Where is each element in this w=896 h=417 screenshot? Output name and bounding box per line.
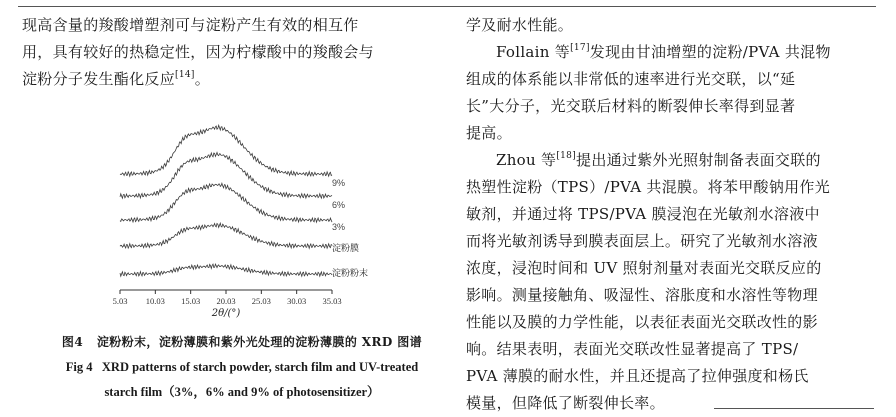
p1-line-1: 发现由甘油增塑的淀粉/PVA 共混物 [589, 43, 831, 61]
p2-line-8: 响。结果表明，表面光交联改性显著提高了 TPS/ [466, 340, 799, 358]
p1-line-3: 长”大分子，光交联后材料的断裂伸长率得到显著 [466, 97, 796, 115]
caption-en-line-2: starch film（3%，6% and 9% of photosensitizer） [104, 385, 380, 399]
x-tick-label: 5.03 [112, 296, 128, 306]
curve-label-starch-powder: 淀粉粉末 [332, 269, 369, 279]
p2-line-5: 浓度，浸泡时间和 UV 照射剂量对表面光交联反应的 [466, 259, 822, 277]
p2-author: Zhou 等 [496, 151, 557, 169]
x-axis-ticks [113, 290, 342, 306]
p2-line-6: 影响。测量接触角、吸湿性、溶胀度和水溶性等物理 [466, 286, 818, 304]
bottom-rule [714, 408, 874, 409]
p2-line-1: 提出通过紫外光照射制备表面交联的 [576, 151, 821, 169]
top-rule [18, 6, 876, 7]
xrd-curve-starch-film [120, 223, 332, 248]
xrd-curve-6pct [120, 153, 332, 199]
left-line-2: 用，具有较好的热稳定性，因为柠檬酸中的羧酸会与 [22, 43, 374, 61]
xrd-curves [120, 125, 332, 276]
p1-author: Follain 等 [496, 43, 571, 61]
p1-line-2: 组成的体系能以非常低的速率进行光交联，以“延 [466, 70, 796, 88]
xrd-curve-3pct [120, 183, 332, 222]
caption-zh-text: 淀粉粉末，淀粉薄膜和紫外光处理的淀粉薄膜的 XRD 图谱 [96, 335, 423, 349]
citation-17[interactable]: [17] [570, 43, 590, 53]
x-tick-label: 10.03 [145, 296, 165, 306]
xrd-plot [100, 104, 370, 322]
xrd-figure [100, 104, 370, 322]
caption-en-number: Fig 4 [65, 360, 93, 374]
x-axis-label: 2θ/(°) [211, 308, 241, 319]
caption-zh-number: 图4 [61, 335, 84, 349]
p2-line-4: 而将光敏剂诱导到膜表面层上。研究了光敏剂水溶液 [466, 232, 818, 250]
p2-line-7: 性能以及膜的力学性能，以表征表面光交联改性的影 [466, 313, 818, 331]
p2-line-9: PVA 薄膜的耐水性，并且还提高了拉伸强度和杨氏 [466, 367, 809, 385]
x-tick-label: 30.03 [287, 296, 307, 306]
xrd-curve-9pct [120, 125, 332, 176]
p2-line-10: 模量，但降低了断裂伸长率。 [466, 394, 665, 412]
figure-caption [22, 330, 462, 405]
citation-14[interactable]: [14] [175, 70, 195, 80]
caption-en-text-1: XRD patterns of starch powder, starch film and UV-treated [101, 360, 419, 374]
left-line-1: 现高含量的羧酸增塑剂可与淀粉产生有效的相互作 [22, 16, 359, 34]
x-tick-label: 20.03 [216, 296, 236, 306]
caption-en-line-1 [22, 355, 462, 380]
curve-label-3pct: 3% [332, 222, 346, 232]
caption-zh-line [22, 330, 462, 355]
right-paragraph-1 [466, 39, 876, 147]
left-column [22, 12, 442, 93]
citation-18[interactable]: [18] [556, 151, 577, 161]
left-paragraph [22, 12, 442, 93]
x-tick-label: 35.03 [322, 296, 342, 306]
curve-label-starch-film: 淀粉膜 [332, 244, 360, 254]
curve-label-9pct: 9% [332, 178, 346, 188]
p2-line-3: 敏剂，并通过将 TPS/PVA 膜浸泡在光敏剂水溶液中 [466, 205, 820, 223]
xrd-curve-starch-powder [120, 264, 332, 276]
curve-labels [332, 178, 368, 279]
right-paragraph-2 [466, 147, 876, 417]
curve-label-6pct: 6% [332, 200, 346, 210]
left-line-3-end: 。 [194, 70, 211, 88]
right-paragraph-0: 学及耐水性能。 [466, 16, 574, 34]
left-line-3: 淀粉分子发生酯化反应 [22, 70, 176, 88]
x-tick-label: 15.03 [181, 296, 201, 306]
right-column [466, 12, 876, 417]
x-tick-label: 25.03 [251, 296, 271, 306]
p1-line-4: 提高。 [466, 124, 512, 142]
p2-line-2: 热塑性淀粉（TPS）/PVA 共混膜。将苯甲酸钠用作光 [466, 178, 831, 196]
